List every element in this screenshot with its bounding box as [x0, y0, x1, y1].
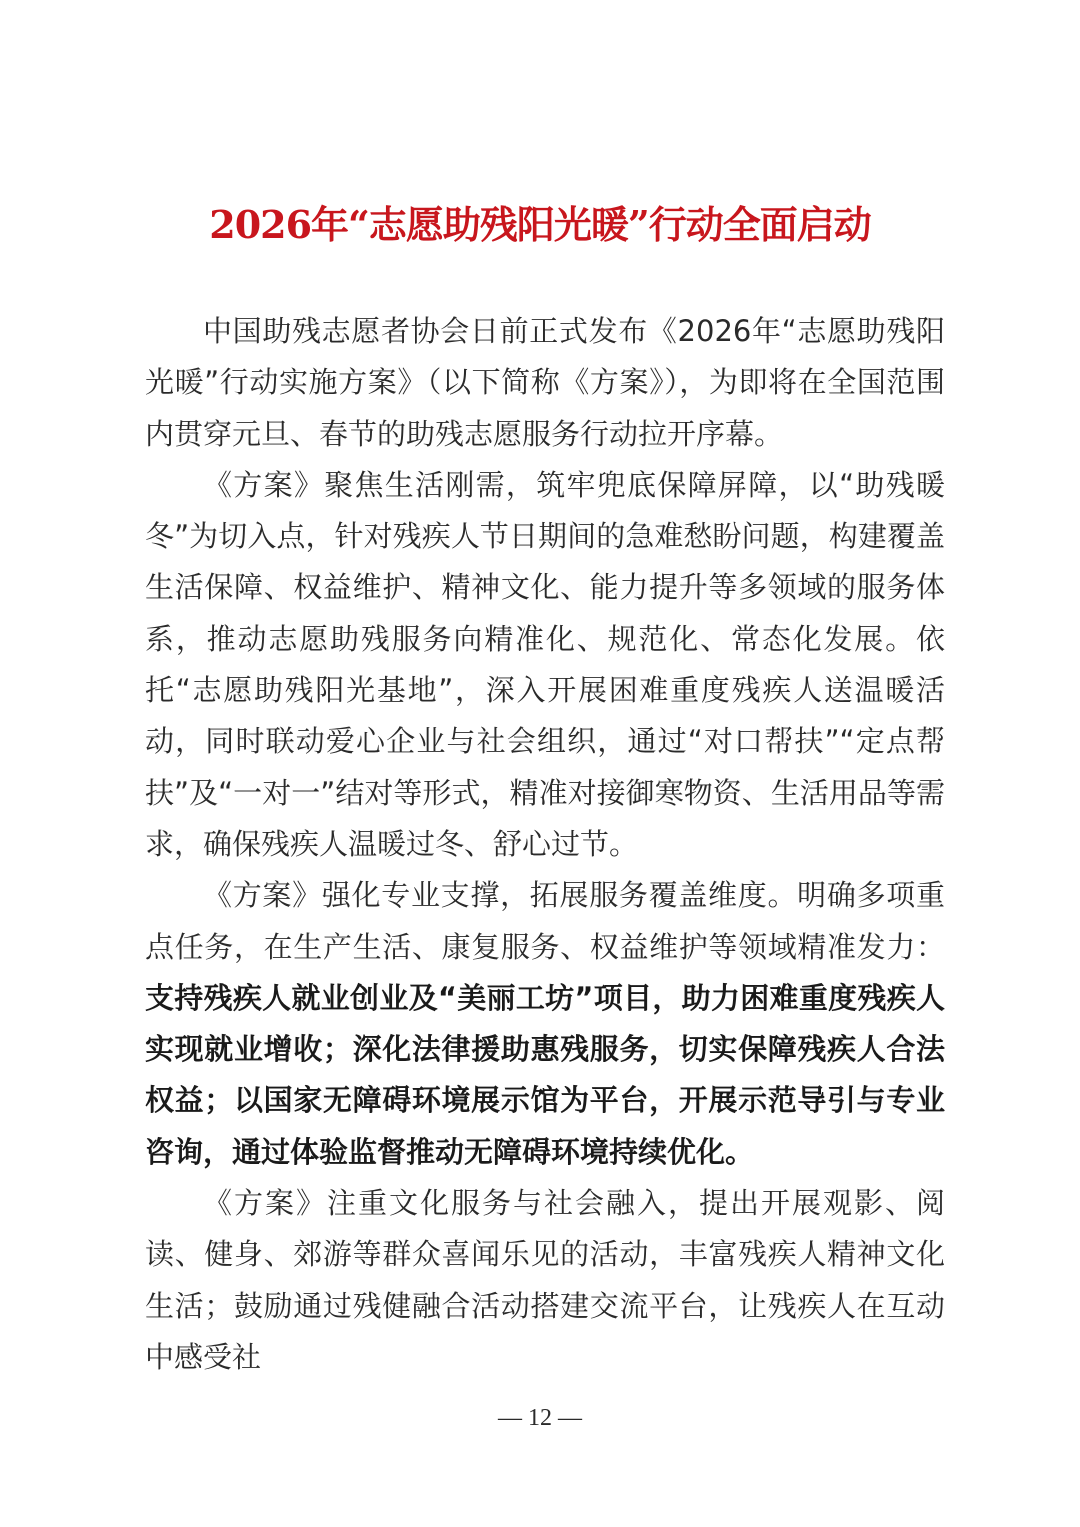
paragraph-4 [145, 1178, 945, 1383]
paragraph-2 [145, 460, 945, 870]
document-body [145, 306, 945, 1383]
paragraph-1 [145, 306, 945, 460]
paragraph-3-bold-text: 支持残疾人就业创业及“美丽工坊”项目，助力困难重度残疾人实现就业增收；深化法律援助惠残服务，切实保障残疾人合法权益；以国家无障碍环境展示馆为平台，开展示范导引与专业咨询，通过体验监督推动无障碍环境持续优化。 [145, 980, 945, 1169]
document-title: 2026年“志愿助残阳光暖”行动全面启动 [209, 202, 871, 247]
paragraph-3-text: 《方案》强化专业支撑，拓展服务覆盖维度。明确多项重点任务，在生产生活、康复服务、权益维护等领域精准发力： [145, 878, 945, 964]
paragraph-4-text: 《方案》注重文化服务与社会融入，提出开展观影、阅读、健身、郊游等群众喜闻乐见的活动，丰富残疾人精神文化生活；鼓励通过残健融合活动搭建交流平台，让残疾人在互动中感受社 [145, 1186, 945, 1374]
page-number: — 12 — [498, 1405, 582, 1431]
paragraph-2-text: 《方案》聚焦生活刚需，筑牢兜底保障屏障，以“助残暖冬”为切入点，针对残疾人节日期间的急难愁盼问题，构建覆盖生活保障、权益维护、精神文化、能力提升等多领域的服务体系，推动志愿助残服务向精准化、规范化、常态化发展。依托“志愿助残阳光基地”，深入开展困难重度残疾人送温暖活动，同时联动爱心企业与社会组织，通过“对口帮扶”“定点帮扶”及“一对一”结对等形式，精准对接御寒物资、生活用品等需求，确保残疾人温暖过冬、舒心过节。 [145, 467, 945, 861]
paragraph-3 [145, 870, 945, 1178]
paragraph-1-text: 中国助残志愿者协会日前正式发布《2026年“志愿助残阳光暖”行动实施方案》（以下简称《方案》），为即将在全国范围内贯穿元旦、春节的助残志愿服务行动拉开序幕。 [145, 314, 945, 451]
